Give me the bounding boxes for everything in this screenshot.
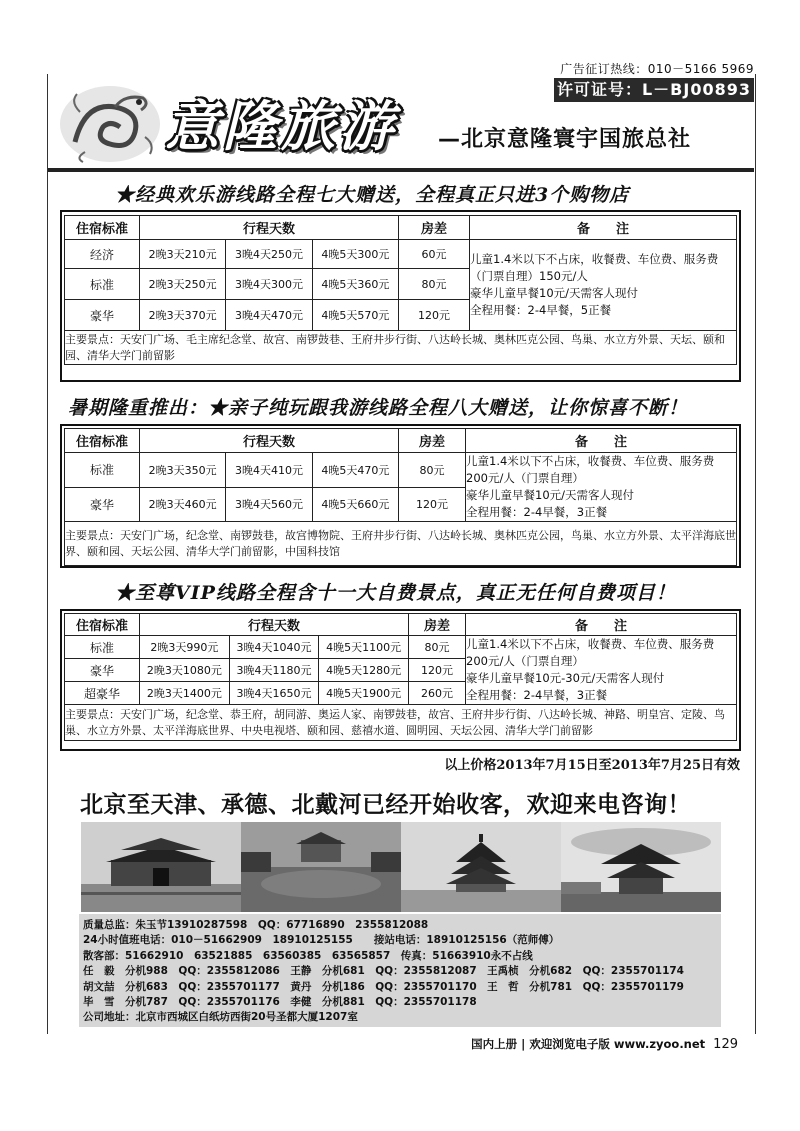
section2-note [466,453,737,522]
quality-director: 质量总监：朱玉节13910287598 QQ：67716890 2355812088 [83,919,429,931]
section1-note [470,240,737,331]
price-2n3d: 2晚3天350元 [140,453,226,488]
row-level: 豪华 [65,300,140,331]
photo-pavilion [561,822,721,912]
price-4n5d: 4晚5天1100元 [319,636,409,659]
header-divider [48,168,754,172]
hotline-24h: 24小时值班电话：010－51662909 18910125155 接站电话：18910125156（范师傅） [83,934,560,947]
price-3n4d: 3晚4天250元 [226,240,312,269]
section2-table [64,428,737,566]
note-line: 全程用餐：2-4早餐，5正餐 [470,303,612,317]
brand-title: 意隆旅游 [165,94,397,158]
individual-dept: 散客部：51662910 63521885 63560385 63565857 传真：51663910永不占线 [83,949,533,962]
photo-tiananmen [81,822,241,912]
price-2n3d: 2晚3天210元 [140,240,226,269]
company-address: 公司地址：北京市西城区白纸坊西街20号圣都大厦1207室 [83,1011,358,1024]
header-level: 住宿标准 [65,429,140,453]
section3-table [64,613,737,741]
header-diff: 房差 [399,216,470,240]
price-2n3d: 2晚3天370元 [140,300,226,331]
ad-hotline: 广告征订热线：010－5166 5969 [560,62,754,76]
header-days: 行程天数 [140,429,399,453]
row-level: 豪华 [65,659,140,682]
price-3n4d: 3晚4天1040元 [229,636,319,659]
price-2n3d: 2晚3天990元 [140,636,230,659]
note-line: 全程用餐：2-4早餐，3正餐 [466,505,608,519]
photo-strip [81,822,721,912]
photo-temple-of-heaven [401,822,561,912]
staff-line: 胡文喆 分机683 QQ：2355701177 黄丹 分机186 QQ：2355701170 王 哲 分机781 QQ：2355701179 [83,980,684,993]
agency-name: —北京意隆寰宇国旅总社 [438,127,692,152]
header-note: 备 注 [466,429,737,453]
header-diff: 房差 [399,429,466,453]
room-diff: 120元 [399,487,466,522]
page-footer [471,1036,738,1052]
price-3n4d: 3晚4天300元 [226,269,312,300]
section3-scenic: 主要景点：天安门广场，纪念堂、恭王府，胡同游、奥运人家、南锣鼓巷，故宫、王府井步行街、八达岭长城、神路、明皇宫、定陵、鸟巢、水立方外景、太平洋海底世界、中央电视塔、颐和园、慈禧水道、圆明园、天坛公园、清华大学门前留影 [65,705,737,741]
room-diff: 120元 [409,659,466,682]
row-level: 豪华 [65,487,140,522]
price-2n3d: 2晚3天1080元 [140,659,230,682]
promo-banner: 北京至天津、承德、北戴河已经开始收客，欢迎来电咨询！ [80,792,691,818]
price-4n5d: 4晚5天570元 [312,300,398,331]
room-diff: 260元 [409,682,466,705]
dragon-logo-icon [55,82,165,167]
section2-headline: 暑期隆重推出：★亲子纯玩跟我游线路全程八大赠送，让你惊喜不断！ [68,397,689,419]
price-3n4d: 3晚4天410元 [226,453,312,488]
row-level: 标准 [65,453,140,488]
note-line: 儿童1.4米以下不占床，收餐费、车位费、服务费（门票自理）150元/人 [470,252,719,283]
header-level: 住宿标准 [65,216,140,240]
price-4n5d: 4晚5天470元 [312,453,398,488]
row-level: 标准 [65,269,140,300]
price-3n4d: 3晚4天1650元 [229,682,319,705]
note-line: 豪华儿童早餐10元/天需客人现付 [470,286,639,300]
header-note: 备 注 [470,216,737,240]
price-4n5d: 4晚5天300元 [312,240,398,269]
license-number: 许可证号：L－BJ00893 [554,78,754,102]
section2-scenic: 主要景点：天安门广场，纪念堂、南锣鼓巷，故宫博物院、王府井步行街、八达岭长城、奥林匹克公园，鸟巢、水立方外景、太平洋海底世界、颐和园、天坛公园、清华大学门前留影，中国科技馆 [65,522,737,566]
price-4n5d: 4晚5天660元 [312,487,398,522]
price-2n3d: 2晚3天460元 [140,487,226,522]
photo-temple-courtyard [241,822,401,912]
price-3n4d: 3晚4天560元 [226,487,312,522]
room-diff: 80元 [409,636,466,659]
section1-scenic: 主要景点：天安门广场、毛主席纪念堂、故宫、南锣鼓巷、王府井步行街、八达岭长城、奥林匹克公园、鸟巢、水立方外景、天坛、颐和园、清华大学门前留影 [65,331,737,365]
staff-line: 毕 雪 分机787 QQ：2355701176 李健 分机881 QQ：2355701178 [83,996,477,1009]
header-days: 行程天数 [140,614,409,636]
row-level: 经济 [65,240,140,269]
price-2n3d: 2晚3天1400元 [140,682,230,705]
footer-text: 国内上册 | 欢迎浏览电子版 www.zyoo.net [471,1037,706,1051]
contact-info [79,914,721,1027]
header-diff: 房差 [409,614,466,636]
price-validity: 以上价格2013年7月15日至2013年7月25日有效 [444,758,740,773]
note-line: 儿童1.4米以下不占床，收餐费、车位费、服务费200元/人（门票自理） [466,454,715,485]
price-3n4d: 3晚4天1180元 [229,659,319,682]
price-4n5d: 4晚5天1280元 [319,659,409,682]
note-line: 豪华儿童早餐10元-30元/天需客人现付 [466,671,665,685]
section3-note [466,636,737,705]
staff-line: 任 毅 分机988 QQ：2355812086 王静 分机681 QQ：2355812087 王禹桢 分机682 QQ：2355701174 [83,965,684,978]
section3-headline: ★至尊VIP线路全程含十一大自费景点，真正无任何自费项目！ [115,582,676,604]
header-level: 住宿标准 [65,614,140,636]
header-note: 备 注 [466,614,737,636]
price-3n4d: 3晚4天470元 [226,300,312,331]
row-level: 标准 [65,636,140,659]
header-days: 行程天数 [140,216,399,240]
room-diff: 80元 [399,269,470,300]
room-diff: 80元 [399,453,466,488]
note-line: 全程用餐：2-4早餐，3正餐 [466,688,608,702]
price-4n5d: 4晚5天1900元 [319,682,409,705]
note-line: 儿童1.4米以下不占床，收餐费、车位费、服务费200元/人（门票自理） [466,637,715,668]
price-4n5d: 4晚5天360元 [312,269,398,300]
row-level: 超豪华 [65,682,140,705]
note-line: 豪华儿童早餐10元/天需客人现付 [466,488,635,502]
room-diff: 120元 [399,300,470,331]
page-number: 129 [713,1037,738,1052]
room-diff: 60元 [399,240,470,269]
price-2n3d: 2晚3天250元 [140,269,226,300]
section1-table [64,215,737,365]
section1-headline: ★经典欢乐游线路全程七大赠送，全程真正只进3个购物店 [115,184,630,206]
